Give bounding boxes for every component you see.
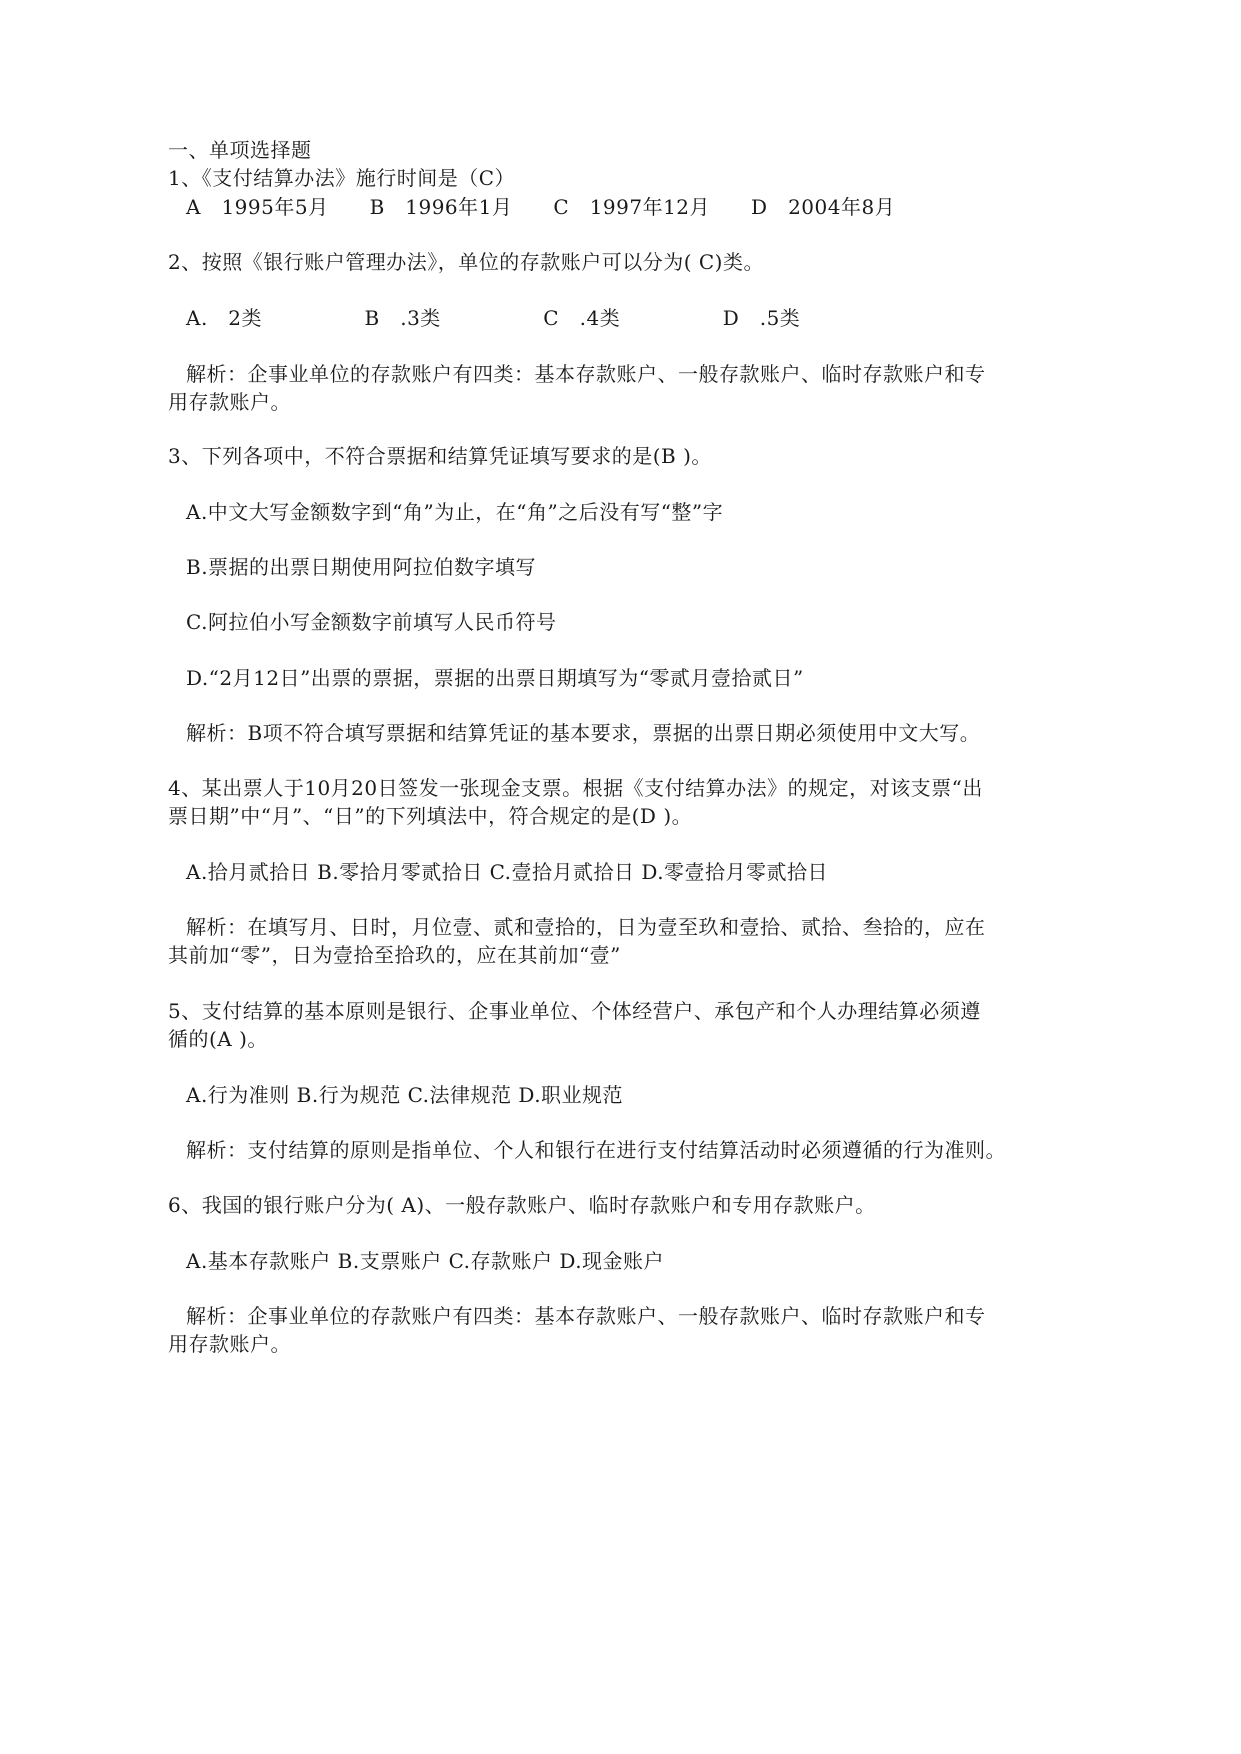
- question-1: 1、《支付结算办法》施行时间是（C）: [168, 166, 516, 190]
- question-2-options: A. 2类 B .3类 C .4类 D .5类: [186, 306, 801, 330]
- question-3-option-c: C.阿拉伯小写金额数字前填写人民币符号: [186, 610, 557, 634]
- question-3-option-a: A.中文大写金额数字到“角”为止，在“角”之后没有写“整”字: [186, 500, 724, 524]
- question-3-analysis: 解析：B项不符合填写票据和结算凭证的基本要求，票据的出票日期必须使用中文大写。: [186, 721, 981, 745]
- question-4-options: A.拾月贰拾日 B.零拾月零贰拾日 C.壹拾月贰拾日 D.零壹拾月零贰拾日: [186, 860, 829, 884]
- section-title: 一、单项选择题: [168, 138, 312, 162]
- question-3-option-b: B.票据的出票日期使用阿拉伯数字填写: [186, 555, 537, 579]
- question-5-analysis: 解析：支付结算的原则是指单位、个人和银行在进行支付结算活动时必须遵循的行为准则。: [186, 1138, 1006, 1162]
- question-1-options: A 1995年5月 B 1996年1月 C 1997年12月 D 2004年8月: [186, 195, 896, 219]
- question-5: 5、支付结算的基本原则是银行、企事业单位、个体经营户、承包产和个人办理结算必须遵: [168, 999, 981, 1023]
- question-2-analysis: 解析：企事业单位的存款账户有四类：基本存款账户、一般存款账户、临时存款账户和专: [186, 362, 986, 386]
- question-3: 3、下列各项中，不符合票据和结算凭证填写要求的是(B )。: [168, 444, 712, 468]
- question-4-analysis: 解析：在填写月、日时，月位壹、贰和壹拾的，日为壹至玖和壹拾、贰拾、叁拾的，应在: [186, 915, 986, 939]
- question-6-analysis: 解析：企事业单位的存款账户有四类：基本存款账户、一般存款账户、临时存款账户和专: [186, 1304, 986, 1328]
- question-3-option-d: D.“2月12日”出票的票据，票据的出票日期填写为“零贰月壹拾贰日”: [186, 666, 804, 690]
- question-4-cont: 票日期”中“月”、“日”的下列填法中，符合规定的是(D )。: [168, 804, 693, 828]
- question-2-analysis-cont: 用存款账户。: [168, 390, 291, 414]
- question-5-cont: 循的(A )。: [168, 1027, 268, 1051]
- question-2: 2、按照《银行账户管理办法》，单位的存款账户可以分为( C)类。: [168, 250, 764, 274]
- question-6-analysis-cont: 用存款账户。: [168, 1332, 291, 1356]
- question-4: 4、某出票人于10月20日签发一张现金支票。根据《支付结算办法》的规定，对该支票“出: [168, 776, 983, 800]
- question-4-analysis-cont: 其前加“零”，日为壹拾至拾玖的，应在其前加“壹”: [168, 943, 621, 967]
- question-6: 6、我国的银行账户分为( A)、一般存款账户、临时存款账户和专用存款账户。: [168, 1193, 876, 1217]
- question-5-options: A.行为准则 B.行为规范 C.法律规范 D.职业规范: [186, 1083, 624, 1107]
- question-6-options: A.基本存款账户 B.支票账户 C.存款账户 D.现金账户: [186, 1249, 665, 1273]
